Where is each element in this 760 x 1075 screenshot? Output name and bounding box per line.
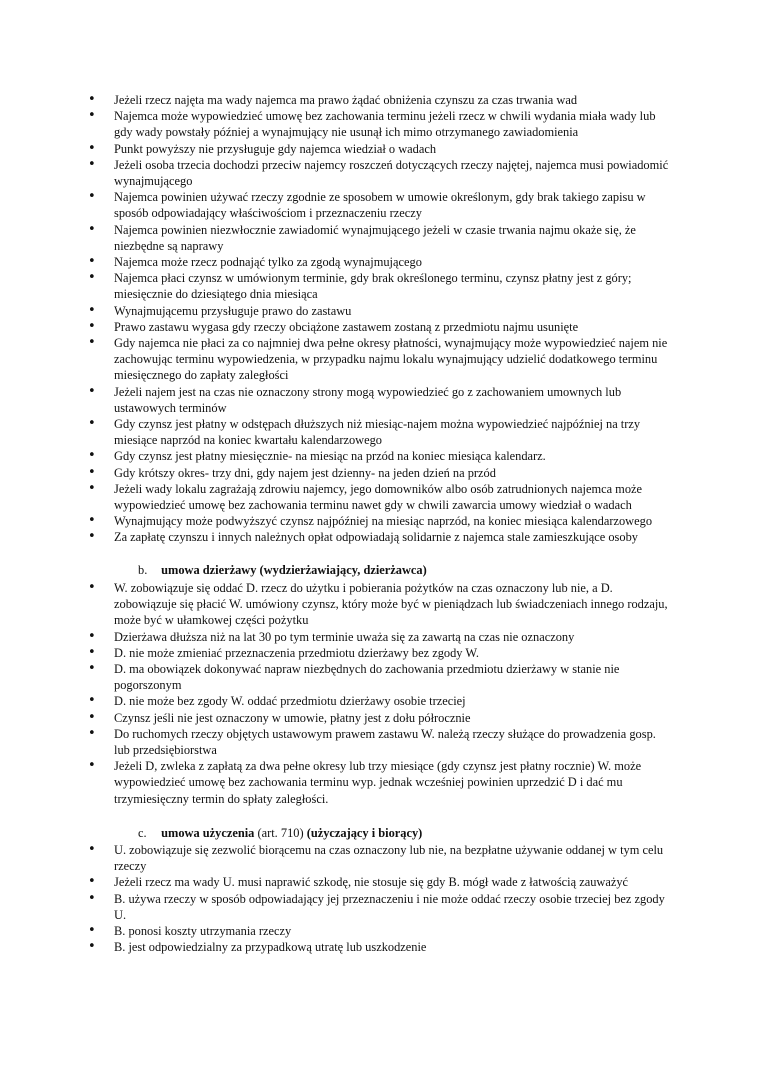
list-item: • U. zobowiązuje się zezwolić biorącemu na czas oznaczony lub nie, na bezpłatne używanie oddanej w tym celu rzeczy: [0, 842, 760, 874]
list-item: • Czynsz jeśli nie jest oznaczony w umowie, płatny jest z dołu półrocznie: [0, 710, 760, 726]
list-item: • Najemca może rzecz podnająć tylko za zgodą wynajmującego: [0, 254, 760, 270]
list-item: • Jeżeli osoba trzecia dochodzi przeciw najemcy roszczeń dotyczących rzeczy najętej, najemca musi powiadomić wynajmującego: [0, 157, 760, 189]
section-title: umowa użyczenia: [161, 826, 255, 840]
list-item: • W. zobowiązuje się oddać D. rzecz do użytku i pobierania pożytków na czas oznaczony lub nie, a D. zobowiązuje się płacić W. umówiony czynsz, który może być w pieniądzach lub świadczeniach innego rodzaju, może być w ułamkowej części pożytku: [0, 580, 760, 629]
bullet-list-dzierzawa: [0, 580, 760, 807]
bullet-list-uzyczenie: [0, 842, 760, 955]
list-item: • Jeżeli rzecz najęta ma wady najemca ma prawo żądać obniżenia czynszu za czas trwania wad: [0, 92, 760, 108]
list-item: • Jeżeli rzecz ma wady U. musi naprawić szkodę, nie stosuje się gdy B. mógł wade z łatwością zauważyć: [0, 874, 760, 890]
section-parties: (wydzierżawiający, dzierżawca): [259, 563, 427, 577]
list-item: • Wynajmującemu przysługuje prawo do zastawu: [0, 303, 760, 319]
list-item: • Dzierżawa dłuższa niż na lat 30 po tym terminie uważa się za zawartą na czas nie oznaczony: [0, 629, 760, 645]
section-parties: (użyczający i biorący): [306, 826, 423, 840]
list-item: • D. ma obowiązek dokonywać napraw niezbędnych do zachowania przedmiotu dzierżawy w stanie nie pogorszonym: [0, 661, 760, 693]
section-article: (art. 710): [257, 826, 304, 840]
list-item: • Wynajmujący może podwyższyć czynsz najpóźniej na miesiąc naprzód, na koniec miesiąca kalendarzowego: [0, 513, 760, 529]
list-item: • Gdy krótszy okres- trzy dni, gdy najem jest dzienny- na jeden dzień na przód: [0, 465, 760, 481]
list-item: • Punkt powyższy nie przysługuje gdy najemca wiedział o wadach: [0, 141, 760, 157]
section-letter: c.: [138, 826, 147, 840]
list-item: • Prawo zastawu wygasa gdy rzeczy obciążone zastawem zostaną z przedmiotu najmu usunięte: [0, 319, 760, 335]
list-item: • Najemca płaci czynsz w umówionym terminie, gdy brak określonego terminu, czynsz płatny jest z góry; miesięcznie do dziesiątego dnia miesiąca: [0, 270, 760, 302]
list-item: • Za zapłatę czynszu i innych należnych opłat odpowiadają solidarnie z najemca stale zamieszkujące osoby: [0, 529, 760, 545]
list-item: • Jeżeli wady lokalu zagrażają zdrowiu najemcy, jego domowników albo osób zatrudnionych najemca może wypowiedzieć umowę bez zachowania terminu nawet gdy w chwili zawarcia umowy wiedział o wadach: [0, 481, 760, 513]
list-item: • Gdy najemca nie płaci za co najmniej dwa pełne okresy płatności, wynajmujący może wypowiedzieć najem nie zachowując terminu wypowiedzenia, w przypadku najmu lokalu wynajmujący udzielić dodatkowego terminu miesięcznego do zapłaty zaległości: [0, 335, 760, 384]
section-heading-dzierzawa: [138, 562, 427, 578]
list-item: • B. używa rzeczy w sposób odpowiadający jej przeznaczeniu i nie może oddać rzeczy osobie trzeciej bez zgody U.: [0, 891, 760, 923]
list-item: • Gdy czynsz jest płatny miesięcznie- na miesiąc na przód na koniec miesiąca kalendarz.: [0, 448, 760, 464]
list-item: • B. jest odpowiedzialny za przypadkową utratę lub uszkodzenie: [0, 939, 760, 955]
list-item: • Jeżeli D, zwleka z zapłatą za dwa pełne okresy lub trzy miesiące (gdy czynsz jest płatny rocznie) W. może wypowiedzieć umowę bez zachowania terminu wyp. jednak wcześniej powinien uprzedzić D i dać mu trzymiesięczny termin do spłaty zaległości.: [0, 758, 760, 807]
list-item: • B. ponosi koszty utrzymania rzeczy: [0, 923, 760, 939]
list-item: • Jeżeli najem jest na czas nie oznaczony strony mogą wypowiedzieć go z zachowaniem umownych lub ustawowych terminów: [0, 384, 760, 416]
list-item: • Gdy czynsz jest płatny w odstępach dłuższych niż miesiąc-najem można wypowiedzieć najpóźniej na trzy miesiące naprzód na koniec kwartału kalendarzowego: [0, 416, 760, 448]
section-heading-uzyczenie: [138, 825, 422, 841]
section-letter: b.: [138, 563, 148, 577]
list-item: • Najemca powinien używać rzeczy zgodnie ze sposobem w umowie określonym, gdy brak takiego zapisu w sposób odpowiadający właściwościom i przeznaczeniu rzeczy: [0, 189, 760, 221]
list-item: • Najemca może wypowiedzieć umowę bez zachowania terminu jeżeli rzecz w chwili wydania miała wady lub gdy wady powstały później a wynajmujący nie usunął ich mimo otrzymanego zawiadomienia: [0, 108, 760, 140]
list-item: • D. nie może bez zgody W. oddać przedmiotu dzierżawy osobie trzeciej: [0, 693, 760, 709]
bullet-list-najem: [0, 92, 760, 546]
list-item: • D. nie może zmieniać przeznaczenia przedmiotu dzierżawy bez zgody W.: [0, 645, 760, 661]
section-title: umowa dzierżawy: [161, 563, 257, 577]
list-item: • Do ruchomych rzeczy objętych ustawowym prawem zastawu W. należą rzeczy służące do prowadzenia gosp. lub przedsiębiorstwa: [0, 726, 760, 758]
list-item: • Najemca powinien niezwłocznie zawiadomić wynajmującego jeżeli w czasie trwania najmu okaże się, że niezbędne są naprawy: [0, 222, 760, 254]
